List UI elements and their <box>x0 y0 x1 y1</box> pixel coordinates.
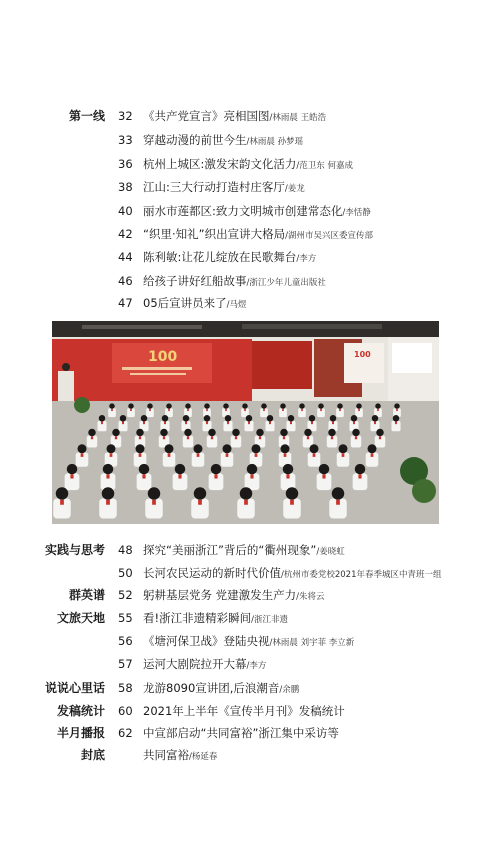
article-author: /李恬静 <box>342 208 371 218</box>
red-scarf <box>396 409 398 411</box>
red-scarf <box>371 453 374 457</box>
audience-member-head <box>67 464 78 475</box>
red-scarf <box>284 453 287 457</box>
audience-member-head <box>128 403 134 409</box>
audience-member-head <box>223 403 229 409</box>
toc-entry[interactable] <box>0 631 480 651</box>
red-scarf <box>269 422 271 425</box>
audience-member-head <box>232 429 240 437</box>
audience-member-head <box>204 403 210 409</box>
audience-member-head <box>136 429 144 437</box>
audience-member-head <box>330 415 337 422</box>
photo-illustration <box>52 321 439 524</box>
red-scarf <box>332 422 334 425</box>
red-scarf <box>81 453 84 457</box>
audience-member-head <box>194 487 207 500</box>
page-number: 60 <box>118 704 133 718</box>
audience-member-head <box>304 429 312 437</box>
red-scarf <box>168 409 170 411</box>
toc-entry[interactable] <box>0 563 480 583</box>
article-title: 《塘河保卫战》登陆央视/林雨晨 刘宇菲 李立新 <box>143 634 355 648</box>
article-title: 龙游8090宣讲团,后浪潮音/余鹏 <box>143 681 300 695</box>
audience-member-head <box>309 415 316 422</box>
audience-member-head <box>107 444 116 453</box>
audience-member-head <box>88 429 96 437</box>
red-scarf <box>244 409 246 411</box>
audience-member-head <box>283 464 294 475</box>
audience-member-head <box>109 403 115 409</box>
article-title: 运河大剧院拉开大幕/李方 <box>143 657 267 671</box>
audience-member-head <box>225 415 232 422</box>
toc-entry[interactable] <box>0 723 480 743</box>
audience-member-head <box>332 487 345 500</box>
red-scarf <box>139 453 142 457</box>
red-scarf <box>301 409 303 411</box>
red-scarf <box>336 500 340 505</box>
red-scarf <box>152 500 156 505</box>
article-author: /林雨晨 刘宇菲 李立新 <box>269 638 355 648</box>
red-scarf <box>206 409 208 411</box>
red-scarf <box>259 436 261 439</box>
page-number: 40 <box>118 204 133 218</box>
audience-member-head <box>368 444 377 453</box>
side-screen-100-text: 100 <box>354 350 371 359</box>
article-title: 中宣部启动“共同富裕”浙江集中采访等 <box>143 726 339 740</box>
audience-member-head <box>319 464 330 475</box>
article-title: 穿越动漫的前世今生/林雨晨 孙梦瑶 <box>143 133 304 147</box>
page-number: 33 <box>118 133 133 147</box>
article-author: /浙江非遗 <box>251 615 288 625</box>
red-scarf <box>377 409 379 411</box>
article-title: 05后宣讲员来了/马煜 <box>143 296 247 310</box>
article-author: /杨延春 <box>189 752 218 762</box>
audience-member-head <box>281 444 290 453</box>
red-scarf <box>142 474 145 478</box>
red-scarf <box>178 474 181 478</box>
red-scarf <box>355 436 357 439</box>
red-scarf <box>139 436 141 439</box>
red-scarf <box>286 474 289 478</box>
red-scarf <box>313 453 316 457</box>
audience-member-head <box>162 415 169 422</box>
red-scarf <box>110 453 113 457</box>
side-screen <box>344 343 384 383</box>
audience-member-head <box>175 464 186 475</box>
red-scarf <box>122 422 124 425</box>
red-scarf <box>353 422 355 425</box>
article-title: 给孩子讲好红船故事/浙江少年儿童出版社 <box>143 274 326 288</box>
article-title: 陈利敏:让花儿绽放在民歌舞台/李方 <box>143 250 317 264</box>
audience-member-head <box>204 415 211 422</box>
toc-entry[interactable] <box>0 177 480 197</box>
red-scarf <box>263 409 265 411</box>
article-title: 2021年上半年《宣传半月刊》发稿统计 <box>143 704 345 718</box>
audience-member-head <box>141 415 148 422</box>
red-scarf <box>164 422 166 425</box>
red-scarf <box>283 436 285 439</box>
toc-entry[interactable] <box>0 654 480 674</box>
red-scarf <box>206 422 208 425</box>
audience-member-head <box>184 429 192 437</box>
audience-member-head <box>337 403 343 409</box>
red-scarf <box>149 409 151 411</box>
red-scarf <box>198 500 202 505</box>
toc-entry[interactable] <box>0 201 480 221</box>
audience-member-head <box>280 403 286 409</box>
red-scarf <box>70 474 73 478</box>
red-scarf <box>187 409 189 411</box>
section-label: 发稿统计 <box>56 704 105 718</box>
red-scarf <box>225 409 227 411</box>
article-title: 看!浙江非遗精彩瞬间/浙江非遗 <box>143 611 288 625</box>
red-scarf <box>106 474 109 478</box>
article-author: /李方 <box>296 254 317 264</box>
audience-member-head <box>339 444 348 453</box>
audience-member-head <box>256 429 264 437</box>
red-scarf <box>197 453 200 457</box>
page-number: 36 <box>118 157 133 171</box>
audience-member-head <box>208 429 216 437</box>
red-scarf <box>115 436 117 439</box>
article-author: /林雨晨 孙梦瑶 <box>246 137 304 147</box>
section-label: 封底 <box>80 748 105 762</box>
audience-member-head <box>299 403 305 409</box>
red-scarf <box>226 453 229 457</box>
red-scarf <box>374 422 376 425</box>
section-label: 第一线 <box>68 109 105 123</box>
red-scarf <box>358 474 361 478</box>
audience-member-head <box>375 403 381 409</box>
red-scarf <box>111 409 113 411</box>
red-scarf <box>163 436 165 439</box>
audience-member-head <box>99 415 106 422</box>
audience-member-head <box>78 444 87 453</box>
audience-member-head <box>286 487 299 500</box>
toc-entry[interactable] <box>0 130 480 150</box>
red-scarf <box>311 422 313 425</box>
article-title: 长河农民运动的新时代价值/杭州市委党校2021年春季城区中青班一组 <box>143 566 442 580</box>
red-scarf <box>91 436 93 439</box>
red-scarf <box>339 409 341 411</box>
audience-member-head <box>112 429 120 437</box>
page-number: 32 <box>118 109 133 123</box>
article-title: 江山:三大行动打造村庄客厅/姜龙 <box>143 180 305 194</box>
article-author: /朱将云 <box>296 592 325 602</box>
page-number: 62 <box>118 726 133 740</box>
page-number: 42 <box>118 227 133 241</box>
audience-member-head <box>185 403 191 409</box>
red-scarf <box>187 436 189 439</box>
article-author: /姜龙 <box>284 184 305 194</box>
page-number: 58 <box>118 681 133 695</box>
red-scarf <box>143 422 145 425</box>
red-scarf <box>290 500 294 505</box>
audience-member-head <box>139 464 150 475</box>
red-scarf <box>331 436 333 439</box>
article-title: 杭州上城区:激发宋韵文化活力/范卫东 何嘉成 <box>143 157 353 171</box>
audience-member-head <box>147 403 153 409</box>
audience-member-head <box>393 415 400 422</box>
red-scarf <box>60 500 64 505</box>
toc-entry[interactable] <box>0 540 480 560</box>
audience-member-head <box>356 403 362 409</box>
toc-entry[interactable] <box>0 745 480 765</box>
red-scarf <box>214 474 217 478</box>
article-author: /浙江少年儿童出版社 <box>246 278 326 288</box>
red-scarf <box>342 453 345 457</box>
page-number: 38 <box>118 180 133 194</box>
article-author: /姜晓虹 <box>316 547 345 557</box>
audience-member-head <box>102 487 115 500</box>
article-author: /马煜 <box>226 300 247 310</box>
red-scarf <box>235 436 237 439</box>
audience-member-head <box>194 444 203 453</box>
audience-member-head <box>165 444 174 453</box>
red-scarf <box>227 422 229 425</box>
red-scarf <box>307 436 309 439</box>
red-scarf <box>250 474 253 478</box>
page-number: 44 <box>118 250 133 264</box>
red-scarf <box>255 453 258 457</box>
page-number: 57 <box>118 657 133 671</box>
audience-member-head <box>240 487 253 500</box>
toc-entry[interactable] <box>0 585 480 605</box>
red-scarf <box>130 409 132 411</box>
red-scarf <box>358 409 360 411</box>
audience-member-head <box>148 487 161 500</box>
section-label: 实践与思考 <box>44 543 105 557</box>
audience-member-head <box>261 403 267 409</box>
audience-member-head <box>166 403 172 409</box>
audience-member-head <box>355 464 366 475</box>
red-scarf <box>395 422 397 425</box>
article-title: 共同富裕/杨延春 <box>143 748 218 762</box>
toc-entry[interactable] <box>0 106 480 126</box>
article-title: 丽水市莲都区:致力文明城市创建常态化/李恬静 <box>143 204 371 218</box>
audience-member-head <box>372 415 379 422</box>
audience-member-head <box>351 415 358 422</box>
audience-member-head <box>120 415 127 422</box>
red-scarf <box>290 422 292 425</box>
toc-entry[interactable] <box>0 608 480 628</box>
audience-member-head <box>183 415 190 422</box>
red-scarf <box>320 409 322 411</box>
section-label: 半月播报 <box>56 726 105 740</box>
audience-member-head <box>246 415 253 422</box>
page-number: 48 <box>118 543 133 557</box>
audience-member-head <box>280 429 288 437</box>
audience-member-head <box>376 429 384 437</box>
red-scarf <box>379 436 381 439</box>
audience-member-head <box>252 444 261 453</box>
toc-entry[interactable] <box>0 293 480 313</box>
article-title: 躬耕基层党务 党建激发生产力/朱将云 <box>143 588 325 602</box>
page-number: 56 <box>118 634 133 648</box>
audience-member-head <box>267 415 274 422</box>
red-scarf <box>322 474 325 478</box>
toc-entry[interactable] <box>0 247 480 267</box>
article-author: /范卫东 何嘉成 <box>296 161 353 171</box>
page-number: 52 <box>118 588 133 602</box>
article-title: 《共产党宣言》亮相国图/林雨晨 王皓浩 <box>143 109 327 123</box>
audience-member-head <box>394 403 400 409</box>
audience-member-head <box>223 444 232 453</box>
red-scarf <box>244 500 248 505</box>
audience-member-head <box>242 403 248 409</box>
section-label: 群英谱 <box>68 588 105 602</box>
section-label: 说说心里话 <box>44 681 105 695</box>
audience-member-head <box>288 415 295 422</box>
section-label: 文旅天地 <box>56 611 105 625</box>
article-author: /湖州市吴兴区委宣传部 <box>285 231 373 241</box>
page-number: 46 <box>118 274 133 288</box>
audience-member-head <box>328 429 336 437</box>
article-author: /余鹏 <box>279 685 300 695</box>
page-number: 47 <box>118 296 133 310</box>
toc-entry[interactable] <box>0 224 480 244</box>
toc-entry[interactable] <box>0 271 480 291</box>
audience-member-head <box>318 403 324 409</box>
audience-member-head <box>247 464 258 475</box>
red-scarf <box>106 500 110 505</box>
audience-member-head <box>103 464 114 475</box>
red-scarf <box>101 422 103 425</box>
red-scarf <box>168 453 171 457</box>
toc-entry[interactable] <box>0 701 480 721</box>
red-scarf <box>211 436 213 439</box>
audience-member-head <box>56 487 69 500</box>
audience-member-head <box>310 444 319 453</box>
meeting-hall-photo <box>52 321 439 524</box>
article-author: /杭州市委党校2021年春季城区中青班一组 <box>281 570 442 580</box>
article-title: “织里·知礼”织出宣讲大格局/湖州市吴兴区委宣传部 <box>143 227 373 241</box>
red-scarf <box>282 409 284 411</box>
audience-member-head <box>136 444 145 453</box>
toc-entry[interactable] <box>0 154 480 174</box>
audience-member-head <box>160 429 168 437</box>
red-scarf <box>185 422 187 425</box>
page-number: 50 <box>118 566 133 580</box>
article-title: 探究“美丽浙江”背后的“衢州现象”/姜晓虹 <box>143 543 345 557</box>
article-author: /林雨晨 王皓浩 <box>269 113 327 123</box>
audience-member-head <box>352 429 360 437</box>
audience-member-head <box>211 464 222 475</box>
toc-entry[interactable] <box>0 678 480 698</box>
banner-100-text: 100 <box>148 349 178 365</box>
page-number: 55 <box>118 611 133 625</box>
red-scarf <box>248 422 250 425</box>
article-author: /李方 <box>246 661 267 671</box>
